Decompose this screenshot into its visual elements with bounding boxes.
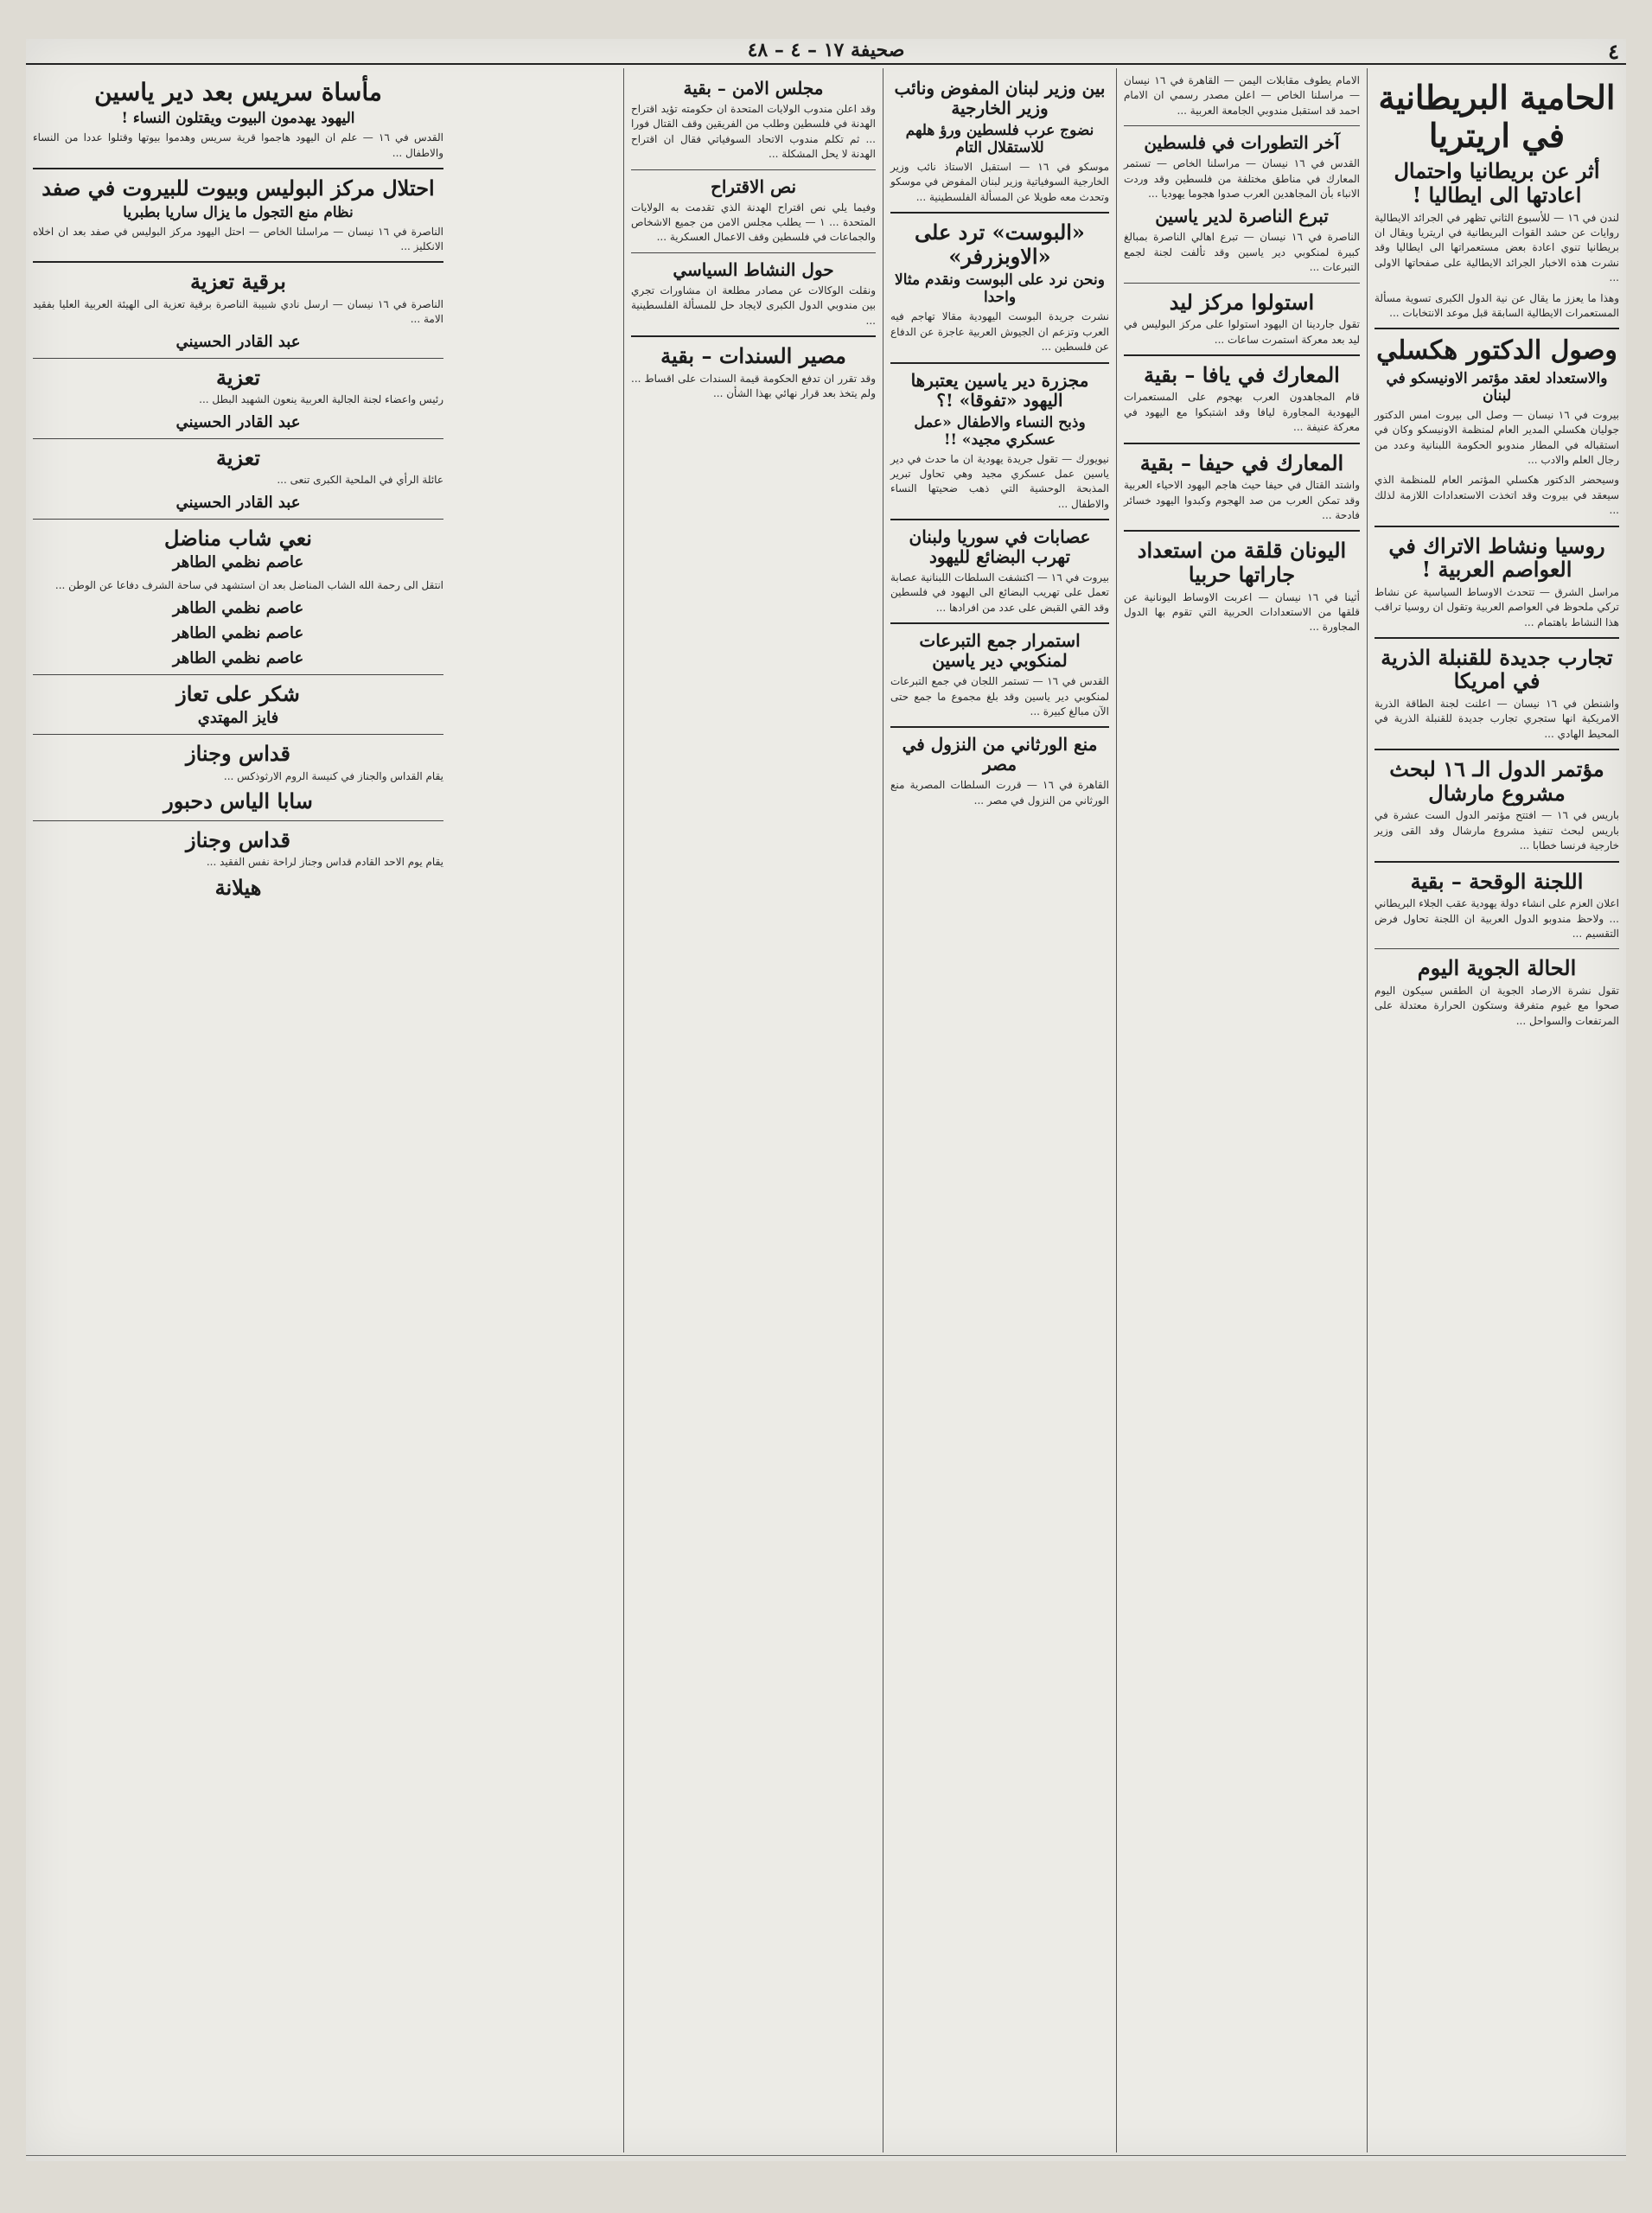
divider: [890, 622, 1109, 624]
headline-donations: استمرار جمع التبرعات لمنكوبي دير ياسين: [919, 630, 1081, 672]
notice-name: عبد القادر الحسيني: [175, 412, 301, 431]
article-body: وسيحضر الدكتور هكسلي المؤتمر العام للمنظمة الذي سيعقد في بيروت وقد اتخذت الاستعدادات اللازمة لذلك ...: [1375, 474, 1619, 517]
article-body: القاهرة في ١٦ — قررت السلطات المصرية منع الورثاني من النزول في مصر ...: [890, 779, 1109, 807]
subhead-post-reply: ونحن نرد على البوست ونقدم مثالا واحدا: [895, 271, 1105, 307]
headline-committee: اللجنة الوقحة – بقية: [1410, 868, 1584, 894]
article-body: القدس في ١٦ — علم ان اليهود هاجموا قرية سريس وهدموا بيوتها وقتلوا عددا من النساء والاطفال ...: [33, 131, 443, 159]
headline-post-observer: «البوست» ترد على «الاوبزرفر»: [915, 220, 1085, 269]
article-body: اعلان العزم على انشاء دولة يهودية عقب الجلاء البريطاني ... ولاحظ مندوبو الدول العربية ان اللجنة تحاول فرض التقسيم ...: [1374, 897, 1619, 940]
article-body: مراسل الشرق — تتحدث الاوساط السياسية عن نشاط تركي ملحوظ في العواصم العربية وتقول ان روسيا تراقب هذا النشاط باهتمام ...: [1375, 585, 1619, 628]
notice-title: هيلانة: [214, 874, 262, 900]
headline-haifa: المعارك في حيفا – بقية: [1139, 450, 1344, 475]
notice-name: عاصم نظمي الطاهر: [172, 623, 304, 642]
column-4: [623, 68, 883, 2152]
newspaper-page: [26, 39, 1626, 2161]
divider: [890, 362, 1109, 364]
article-body: باريس في ١٦ — افتتح مؤتمر الدول الست عشرة في باريس لبحث تنفيذ مشروع مارشال وقد القى وزير خارجية فرنسا خطابا ...: [1375, 809, 1620, 852]
column-3: [883, 68, 1116, 2152]
notice-title: سابا الياس دحبور: [163, 788, 313, 814]
subhead-saris: اليهود يهدمون البيوت ويقتلون النساء !: [121, 110, 355, 128]
divider: [890, 519, 1109, 520]
divider: [1375, 526, 1619, 527]
subhead-unesco: والاستعداد لعقد مؤتمر الاونيسكو في لبنان: [1386, 369, 1608, 405]
headline-palestine-developments: آخر التطورات في فلسطين: [1144, 132, 1340, 154]
notice-name: عاصم نظمي الطاهر: [172, 648, 304, 667]
divider: [33, 438, 443, 439]
date-line: صحيفة ١٧ – ٤ – ٤٨: [747, 39, 905, 61]
divider: [631, 252, 876, 253]
folio-line: [26, 39, 1626, 65]
article-body: القدس في ١٦ نيسان — مراسلنا الخاص — تستمر المعارك في مناطق مختلفة من فلسطين وقد وردت الانباء بأن المجاهدين العرب صدوا هجوما يهوديا ...: [1124, 157, 1361, 200]
article-body: موسكو في ١٦ — استقبل الاستاذ نائب وزير الخارجية السوفياتية وزير لبنان المفوض في موسكو وتحدث معه طويلا عن المسألة الفلسطينية ...: [890, 161, 1109, 203]
article-body: بيروت في ١٦ — اكتشفت السلطات اللبنانية عصابة تعمل على تهريب البضائع الى اليهود في فلسطين وقد القي القبض على عدد من افرادها ...: [890, 571, 1109, 614]
headline-nazareth-donation: تبرع الناصرة لدير ياسين: [1155, 206, 1329, 227]
divider: [33, 519, 443, 520]
headline-egypt-ban: منع الورثاني من النزول في مصر: [902, 734, 1098, 775]
subhead-deir-yassin: وذبح النساء والاطفال «عمل عسكري مجيد» !!: [914, 413, 1086, 449]
notice-body: رئيس واعضاء لجنة الجالية العربية ينعون الشهيد البطل ...: [199, 393, 443, 406]
notice-body: عائلة الرأي في الملحية الكبرى تنعى ...: [277, 474, 443, 487]
notice-title: تعزية: [215, 364, 261, 390]
article-body: القدس في ١٦ — تستمر اللجان في جمع التبرعات لمنكوبي دير ياسين وقد بلغ مجموع ما جمع حتى الآن مبالغ كبيرة ...: [890, 675, 1109, 718]
headline-jaffa: المعارك في يافا – بقية: [1144, 361, 1340, 387]
notice-name: عاصم نظمي الطاهر: [172, 598, 304, 617]
divider: [1375, 749, 1619, 750]
article-body: تقول نشرة الارصاد الجوية ان الطقس سيكون اليوم صحوا مع غيوم متفرقة وستكون الحرارة معتدلة على المرتفعات والسواحل ...: [1375, 984, 1619, 1027]
notice-body: انتقل الى رحمة الله الشاب المناضل بعد ان استشهد في ساحة الشرف دفاعا عن الوطن ...: [54, 579, 443, 592]
notice-title: شكر على تعاز: [176, 680, 300, 706]
subhead-tiberias: نظام منع التجول ما يزال ساريا بطبريا: [123, 203, 354, 221]
headline-eritrea: الحامية البريطانية في اريتريا: [1378, 78, 1616, 155]
headline-bonds: مصير السندات – بقية: [660, 342, 846, 368]
headline-lebanon-minister: بين وزير لبنان المفوض ونائب وزير الخارجية: [894, 78, 1106, 118]
headline-saris: مأساة سريس بعد دير ياسين: [94, 78, 382, 106]
article-body: بيروت في ١٦ نيسان — وصل الى بيروت امس الدكتور جوليان هكسلي المدير العام لمنظمة الاونيسكو وكان في استقباله في المطار مندوبو الحكومة اللبنانية وعدد من رجال العلم والادب ...: [1375, 408, 1619, 466]
article-body: لندن في ١٦ — للأسبوع الثاني تظهر في الجرائد الايطالية روايات عن حشد القوات البريطانية في اريتريا ويقال ان بريطانيا تنوي اعادة بعض مستعمراتها الى ايطاليا وقد نشرت هذه الاخبار الجرائد الايطالية على صفحاتها الاولى ...: [1375, 211, 1619, 284]
notice-name: عاصم نظمي الطاهر: [172, 553, 304, 572]
article-body: وفيما يلي نص اقتراح الهدنة الذي تقدمت به الولايات المتحدة ... ١ — يطلب مجلس الامن من جميع الاشخاص والجماعات في فلسطين وقف الاعمال العسكرية ...: [631, 201, 877, 244]
divider: [33, 820, 443, 821]
headline-deir-yassin: مجزرة دير ياسين يعتبرها اليهود «تفوقا» !؟: [910, 369, 1089, 411]
article-body: نشرت جريدة البوست اليهودية مقالا تهاجم فيه العرب وتزعم ان الجيوش العربية عاجزة عن الدفاع عن فلسطين ...: [890, 310, 1109, 354]
notice-name: عبد القادر الحسيني: [175, 332, 301, 351]
divider: [1124, 443, 1360, 444]
divider: [1375, 637, 1619, 639]
divider: [1124, 283, 1360, 284]
headline-atomic-tests: تجارب جديدة للقنبلة الذرية في امريكا: [1381, 644, 1613, 694]
notice-body: يقام يوم الاحد القادم قداس وجناز لراحة نفس الفقيد ...: [206, 856, 443, 869]
notice-body: يقام القداس والجناز في كنيسة الروم الارثوذكس ...: [223, 769, 443, 782]
article-body: قام المجاهدون العرب بهجوم على المستعمرات اليهودية المجاورة ليافا وقد اشتبكوا مع اليهود في معركة عنيفة ...: [1124, 391, 1360, 434]
headline-proposal-text: نص الاقتراح: [710, 175, 797, 197]
divider: [1375, 328, 1619, 329]
notice-title: قداس وجناز: [186, 826, 290, 852]
article-body: الناصرة في ١٦ نيسان — تبرع اهالي الناصرة بمبالغ كبيرة لمنكوبي دير ياسين وقد تألفت لجنة لجمع التبرعات ...: [1124, 231, 1361, 274]
column-2: [1116, 68, 1367, 2152]
headline-greece: اليونان قلقة من استعداد جاراتها حربيا: [1137, 538, 1347, 588]
article-body: الامام يطوف مقابلات اليمن — القاهرة في ١٦ نيسان — مراسلنا الخاص — اعلن مصدر رسمي ان الامام احمد قد استقبل مندوبي الجامعة العربية ...: [1124, 74, 1360, 117]
divider: [1375, 948, 1619, 949]
article-body: وهذا ما يعزز ما يقال عن نية الدول الكبرى تسوية مسألة المستعمرات الايطالية السابقة قبل موعد الانتخابات ...: [1375, 291, 1619, 319]
page-number: ٤: [1608, 39, 1619, 64]
headline-russia-turks: روسيا ونشاط الاتراك في العواصم العربية !: [1388, 533, 1605, 583]
divider: [33, 734, 443, 735]
divider: [1124, 125, 1360, 126]
article-body: واشتد القتال في حيفا حيث هاجم اليهود الاحياء العربية وقد تمكن العرب من صد الهجوم وكبدوا اليهود خسائر فادحة ...: [1124, 479, 1360, 522]
divider: [631, 169, 876, 170]
article-body: واشنطن في ١٦ نيسان — اعلنت لجنة الطاقة الذرية الامريكية انها ستجري تجارب جديدة للقنبلة الذرية في المحيط الهادي ...: [1375, 698, 1619, 740]
article-body: الناصرة في ١٦ نيسان — مراسلنا الخاص — احتل اليهود مركز البوليس في صفد بعد ان اخلاه الانكليز ...: [33, 225, 443, 252]
divider: [890, 726, 1109, 728]
notice-title: تعزية: [215, 444, 261, 470]
notice-title: قداس وجناز: [186, 741, 290, 767]
divider: [631, 335, 876, 337]
divider: [33, 168, 443, 169]
divider: [1375, 861, 1619, 863]
notice-body: الناصرة في ١٦ نيسان — ارسل نادي شبيبة الناصرة برقية تعزية الى الهيئة العربية العليا بفقيد الامة ...: [33, 297, 443, 326]
headline-marshall: مؤتمر الدول الـ ١٦ لبحث مشروع مارشال: [1389, 756, 1604, 806]
page-bottom-edge: [26, 2155, 1626, 2161]
notice-title: برقية تعزية: [190, 269, 286, 295]
divider: [33, 358, 443, 359]
notice-name: عبد القادر الحسيني: [175, 493, 301, 512]
article-body: ونقلت الوكالات عن مصادر مطلعة ان مشاورات تجري بين مندوبي الدول الكبرى لايجاد حل للمسألة الفلسطينية ...: [631, 284, 876, 327]
divider: [1124, 354, 1360, 356]
article-body: وقد اعلن مندوب الولايات المتحدة ان حكومته تؤيد اقتراح الهدنة في فلسطين وطلب من الفريقين وقف القتال فورا ... ثم تكلم مندوب الاتحاد السوفياتي فقال ان اقتراح الهدنة لا يحل المشكلة ...: [631, 103, 876, 161]
column-1: [1367, 68, 1626, 2152]
article-body: أثينا في ١٦ نيسان — اعربت الاوساط اليونانية عن قلقها من الاستعدادات الحربية التي تقوم بها الدول المجاورة ...: [1124, 590, 1360, 634]
column-5: [26, 68, 450, 2152]
divider: [890, 212, 1109, 214]
notice-title: نعي شاب مناضل: [164, 525, 312, 551]
headline-huxley: وصول الدكتور هكسلي: [1376, 335, 1617, 367]
article-body: تقول جاردينا ان اليهود استولوا على مركز البوليس في ليد بعد معركة استمرت ساعات ...: [1124, 318, 1360, 346]
subhead-independence: نضوج عرب فلسطين ورؤ هلهم للاستقلال التام: [905, 122, 1094, 156]
article-body: نيويورك — تقول جريدة يهودية ان ما حدث في دير ياسين عمل عسكري مجيد وهي تحاول تبرير المذبحة الوحشية التي ذهب ضحيتها النساء والاطفال ...: [890, 452, 1109, 510]
headline-smuggling: عصابات في سوريا ولبنان تهرب البضائع لليهود: [909, 526, 1091, 568]
headline-political-activity: حول النشاط السياسي: [673, 258, 834, 280]
notice-name: فايز المهتدي: [197, 709, 279, 728]
headline-weather: الحالة الجوية اليوم: [1417, 955, 1577, 981]
headline-security-council: مجلس الامن – بقية: [683, 78, 824, 99]
divider: [1124, 530, 1360, 532]
divider: [33, 261, 443, 263]
subhead-eritrea: أثر عن بريطانيا واحتمال اعادتها الى ايطاليا !: [1394, 158, 1600, 207]
headline-lydda: استولوا مركز ليد: [1169, 289, 1315, 315]
divider: [33, 674, 443, 675]
headline-safad: احتلال مركز البوليس وبيوت للبيروت في صفد: [41, 175, 435, 201]
article-body: وقد تقرر ان تدفع الحكومة قيمة السندات على اقساط ... ولم يتخذ بعد قرار نهائي بهذا الشأن ...: [631, 372, 876, 399]
